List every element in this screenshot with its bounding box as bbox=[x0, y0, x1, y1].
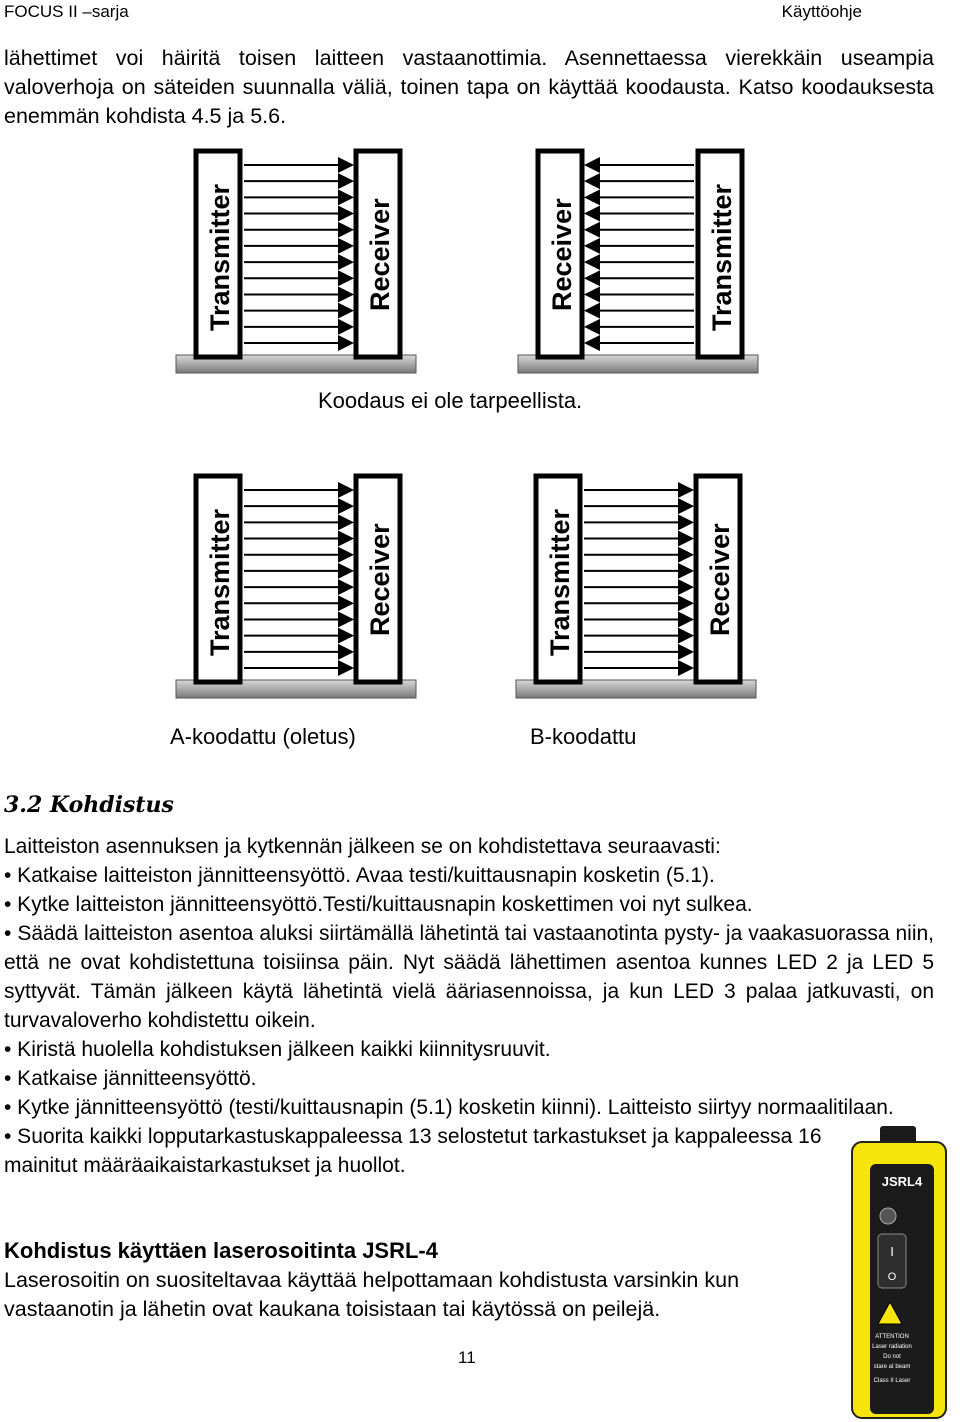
figure1-label-2: Receiver bbox=[365, 198, 395, 311]
bullet-item: • Säädä laitteiston asentoa aluksi siirtämällä lähetintä tai vastaanotinta pysty- ja vaakasuorassa niin, että ne ovat kohdistettuna toisiinsa päin. Nyt säädä lähettimen asentoa kunnes LED 2 ja LED 5 syttyvät. Tämän jälkeen käytä lähetintä vielä ääriasennoissa, ja kun LED 3 palaa jatkuvasti, on turvavaloverho kohdistettu oikein. bbox=[4, 922, 934, 1032]
laser-heading: Kohdistus käyttäen laserosoitinta JSRL-4 bbox=[4, 1238, 438, 1263]
bullet-item: • Kytke jännitteensyöttö (testi/kuittausnapin (5.1) kosketin kiinni). Laitteisto siirtyy normaalitilaan. bbox=[4, 1096, 894, 1119]
switch-on-label: I bbox=[890, 1244, 894, 1259]
figure2-label-1: Transmitter bbox=[205, 508, 235, 656]
figure2-label-4: Receiver bbox=[705, 523, 735, 636]
section-line: Laitteiston asennuksen ja kytkennän jälkeen se on kohdistettava seuraavasti: bbox=[4, 835, 721, 858]
beam-arrows-a bbox=[244, 490, 352, 668]
page-header bbox=[0, 0, 960, 26]
figure1-caption: Koodaus ei ole tarpeellista. bbox=[318, 388, 583, 413]
bullet-item: • Kytke laitteiston jännitteensyöttö.Testi/kuittausnapin koskettimen voi nyt sulkea. bbox=[4, 893, 753, 916]
beam-arrows-b bbox=[584, 490, 692, 668]
laser-pointer-device bbox=[846, 1124, 950, 1420]
figure1-label-3: Receiver bbox=[547, 198, 577, 311]
beam-arrows-left bbox=[244, 165, 352, 343]
bullet-item: • Kiristä huolella kohdistuksen jälkeen kaikki kiinnitysruuvit. bbox=[4, 1038, 551, 1061]
beam-arrows-right bbox=[586, 165, 694, 343]
warning-line: Laser radiation bbox=[872, 1344, 912, 1350]
warning-line: stare at beam bbox=[873, 1364, 911, 1370]
section-body bbox=[4, 832, 934, 1180]
switch-off-label: O bbox=[887, 1271, 897, 1283]
page-number: 11 bbox=[458, 1348, 476, 1367]
warning-line: ATTENTION bbox=[875, 1334, 909, 1340]
figure2-caption-b: B-koodattu bbox=[530, 724, 637, 749]
warning-line: Do not bbox=[883, 1354, 901, 1360]
figure-no-coding bbox=[170, 145, 770, 375]
figure2-label-2: Receiver bbox=[365, 523, 395, 636]
bullet-item: • Suorita kaikki lopputarkastuskappaleessa 13 selostetut tarkastukset ja kappaleessa 16 mainitut määräaikaistarkastukset ja huollot. bbox=[4, 1125, 822, 1177]
device-model-label: JSRL4 bbox=[881, 1174, 923, 1189]
header-series: FOCUS II –sarja bbox=[4, 2, 129, 21]
figure2-label-3: Transmitter bbox=[545, 508, 575, 656]
figure1-label-4: Transmitter bbox=[707, 183, 737, 331]
figure1-label-1: Transmitter bbox=[205, 183, 235, 331]
laser-aperture-icon bbox=[880, 1208, 896, 1224]
intro-paragraph: lähettimet voi häiritä toisen laitteen vastaanottimia. Asennettaessa vierekkäin useampia valoverhoja on säteiden suunnalla väliä, toinen tapa on käyttää koodausta. Katso koodauksesta enemmän kohdista 4.5 ja 5.6. bbox=[4, 46, 934, 128]
bullet-item: • Katkaise laitteiston jännitteensyöttö. Avaa testi/kuittausnapin kosketin (5.1). bbox=[4, 864, 715, 887]
laser-paragraph: Laserosoitin on suositeltavaa käyttää helpottamaan kohdistusta varsinkin kun vastaanotin ja lähetin ovat kaukana toisistaan tai käytössä on peilejä. bbox=[4, 1268, 740, 1321]
bullet-item: • Katkaise jännitteensyöttö. bbox=[4, 1067, 257, 1090]
warning-line: Class II Laser bbox=[873, 1378, 911, 1384]
figure-coded bbox=[170, 470, 770, 702]
section-heading: 3.2 Kohdistus bbox=[4, 792, 174, 818]
header-doc-type: Käyttöohje bbox=[781, 2, 862, 21]
figure2-caption-a: A-koodattu (oletus) bbox=[170, 724, 356, 749]
